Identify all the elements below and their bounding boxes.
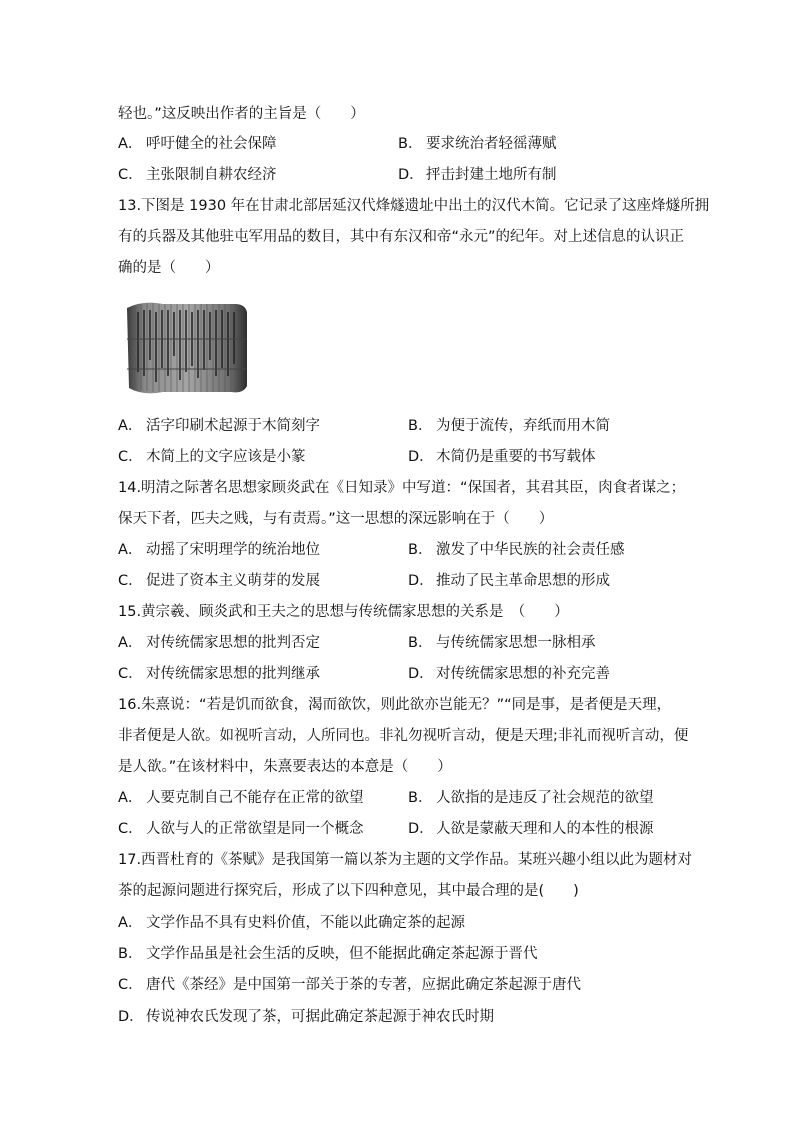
option-label: A．	[118, 418, 143, 434]
q13-option-c	[118, 447, 306, 467]
q16-option-a	[118, 788, 364, 808]
option-text: 木简仍是重要的书写载体	[436, 449, 596, 465]
q13-option-a	[118, 416, 320, 436]
option-text: 对传统儒家思想的批判否定	[146, 635, 320, 651]
q12-option-b	[398, 134, 557, 154]
option-label: D．	[398, 167, 424, 183]
option-text: 呼吁健全的社会保障	[146, 136, 277, 152]
q16-option-c	[118, 819, 364, 839]
bamboo-slips-photo	[123, 298, 251, 396]
option-label: C．	[118, 573, 143, 589]
option-text: 推动了民主革命思想的形成	[436, 573, 610, 589]
q15-option-c	[118, 664, 320, 684]
option-label: A．	[118, 790, 143, 806]
option-label: A．	[118, 635, 143, 651]
q15-option-a	[118, 633, 320, 653]
q14-option-d	[408, 571, 610, 591]
option-text: 人欲是蒙蔽天理和人的本性的根源	[436, 821, 654, 837]
option-label: D．	[408, 449, 434, 465]
q12-option-a	[118, 134, 277, 154]
option-label: B．	[408, 635, 433, 651]
option-label: C．	[118, 449, 143, 465]
option-text: 人欲指的是违反了社会规范的欲望	[436, 790, 654, 806]
option-text: 人要克制自己不能存在正常的欲望	[146, 790, 364, 806]
q17-stem-line-1: 17.西晋杜育的《茶赋》是我国第一篇以茶为主题的文学作品。某班兴趣小组以此为题材对	[118, 852, 693, 868]
option-label: B．	[408, 418, 433, 434]
q14-stem-line-1: 14.明清之际著名思想家顾炎武在《日知录》中写道：“保国者，其君其臣，肉食者谋之；	[118, 480, 686, 496]
option-label: A．	[118, 915, 143, 931]
option-text: 动摇了宋明理学的统治地位	[146, 542, 320, 558]
option-label: B．	[408, 790, 433, 806]
option-text: 与传统儒家思想一脉相承	[436, 635, 596, 651]
option-label: C．	[118, 977, 143, 993]
q12-option-c	[118, 165, 277, 185]
q12-stem-tail: 轻也。”这反映出作者的主旨是（ ）	[118, 106, 365, 122]
option-text: 人欲与人的正常欲望是同一个概念	[146, 821, 364, 837]
option-text: 传说神农氏发现了茶，可据此确定茶起源于神农氏时期	[146, 1009, 494, 1025]
q17-option-a	[118, 913, 465, 933]
q14-option-b	[408, 540, 625, 560]
q16-option-b	[408, 788, 654, 808]
option-label: C．	[118, 167, 143, 183]
option-text: 对传统儒家思想的补充完善	[436, 666, 610, 682]
option-text: 抨击封建土地所有制	[426, 167, 557, 183]
option-text: 对传统儒家思想的批判继承	[146, 666, 320, 682]
option-label: D．	[118, 1009, 144, 1025]
option-label: D．	[408, 666, 434, 682]
option-label: B．	[408, 542, 433, 558]
option-label: B．	[118, 946, 143, 962]
q16-stem-line-2: 非者便是人欲。如视听言动，人所同也。非礼勿视听言动，便是天理;非礼而视听言动，便	[118, 728, 689, 744]
q14-stem-line-2: 保天下者，匹夫之贱，与有责焉。”这一思想的深远影响在于（ ）	[118, 511, 554, 527]
q16-stem-line-3: 是人欲。”在该材料中，朱熹要表达的本意是（ ）	[118, 759, 452, 775]
q13-stem-line-1: 13.下图是 1930 年在甘肃北部居延汉代烽燧遗址中出土的汉代木简。它记录了这座烽燧所拥	[118, 198, 710, 214]
option-text: 激发了中华民族的社会责任感	[436, 542, 625, 558]
q17-option-c	[118, 975, 581, 995]
option-text: 文学作品虽是社会生活的反映，但不能据此确定茶起源于晋代	[146, 946, 538, 962]
q16-option-d	[408, 819, 654, 839]
option-label: A．	[118, 542, 143, 558]
option-label: C．	[118, 821, 143, 837]
option-text: 唐代《茶经》是中国第一部关于茶的专著，应据此确定茶起源于唐代	[146, 977, 581, 993]
option-text: 促进了资本主义萌芽的发展	[146, 573, 320, 589]
q13-stem-line-2: 有的兵器及其他驻屯军用品的数目，其中有东汉和帝“永元”的纪年。对上述信息的认识正	[118, 229, 685, 245]
option-label: C．	[118, 666, 143, 682]
q17-option-b	[118, 944, 538, 964]
q17-option-d	[118, 1007, 494, 1027]
q14-option-c	[118, 571, 320, 591]
option-text: 主张限制自耕农经济	[146, 167, 277, 183]
q13-stem-line-3: 确的是（ ）	[118, 260, 220, 276]
q15-option-b	[408, 633, 596, 653]
q13-option-b	[408, 416, 610, 436]
option-text: 为便于流传，弃纸而用木简	[436, 418, 610, 434]
q13-option-d	[408, 447, 596, 467]
q17-stem-line-2: 茶的起源问题进行探究后，形成了以下四种意见，其中最合理的是( )	[118, 883, 579, 899]
option-text: 要求统治者轻徭薄赋	[426, 136, 557, 152]
option-text: 活字印刷术起源于木简刻字	[146, 418, 320, 434]
option-label: D．	[408, 821, 434, 837]
q16-stem-line-1: 16.朱熹说：“若是饥而欲食，渴而欲饮，则此欲亦岂能无？”“同是事，是者便是天理，	[118, 697, 672, 713]
q15-stem-line-1: 15.黄宗羲、顾炎武和王夫之的思想与传统儒家思想的关系是 （ ）	[118, 604, 569, 620]
option-label: A．	[118, 136, 143, 152]
q12-option-d	[398, 165, 557, 185]
option-text: 木简上的文字应该是小篆	[146, 449, 306, 465]
q15-option-d	[408, 664, 610, 684]
option-label: D．	[408, 573, 434, 589]
option-label: B．	[398, 136, 423, 152]
q14-option-a	[118, 540, 320, 560]
option-text: 文学作品不具有史料价值，不能以此确定茶的起源	[146, 915, 465, 931]
